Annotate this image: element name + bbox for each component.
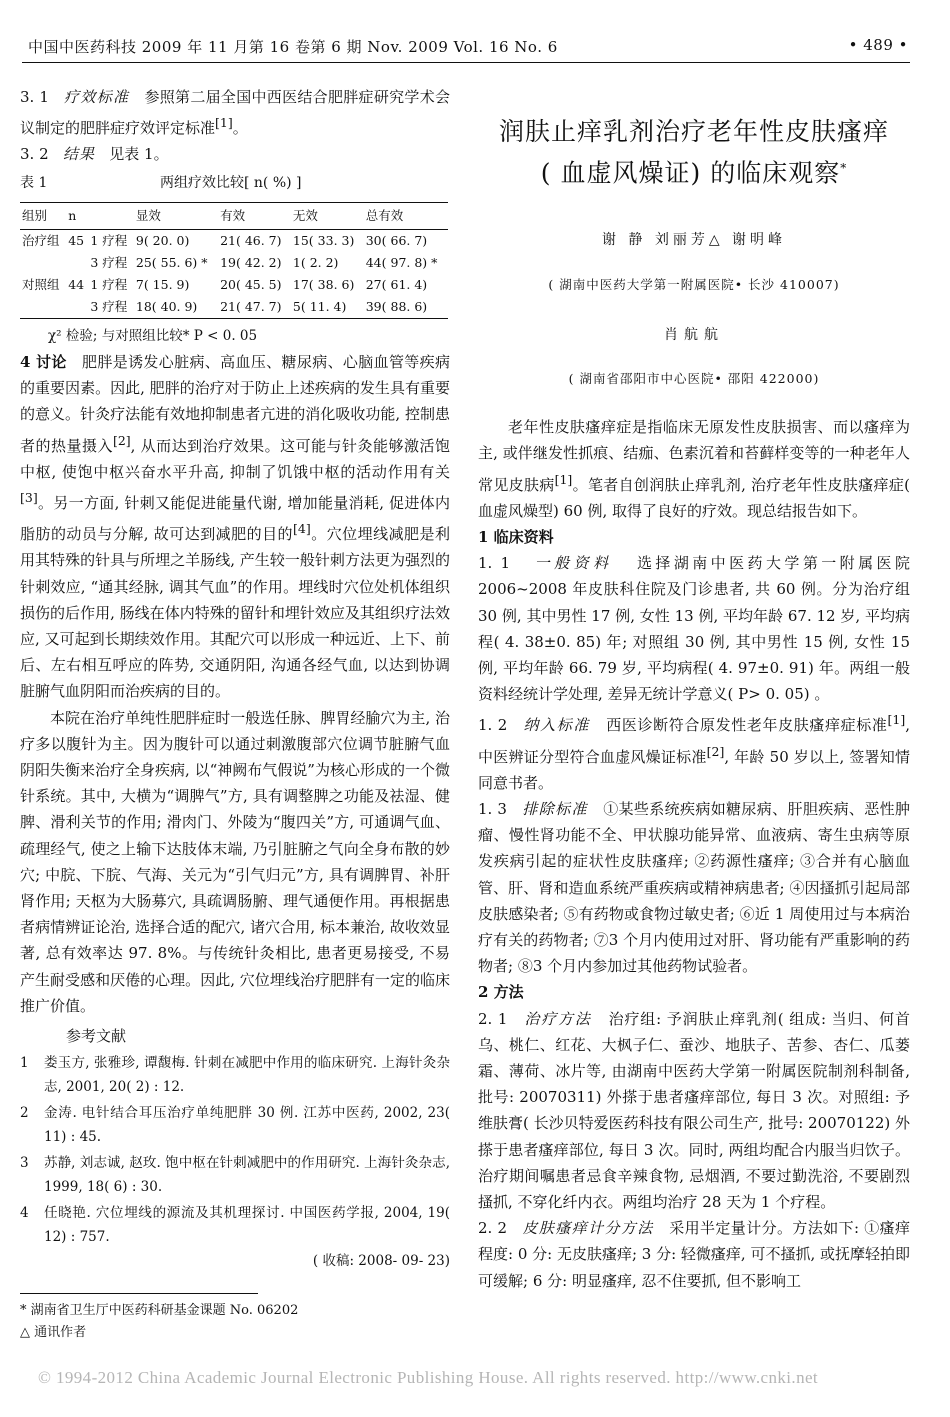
section-2-2: 2. 2 皮肤瘙痒计分方法 采用半定量计分。方法如下: ①瘙痒程度: 0 分: 无皮肤瘙痒; 3 分: 轻微瘙痒, 可不搔抓, 或抚摩轻拍即可缓解; 6 分: 明显瘙痒, 忍不住要抓, 但不影响工 [478,1219,910,1290]
received-date: ( 收稿: 2008- 09- 23) [312,1253,450,1270]
citation: [3] [20,490,38,506]
citation: [4] [293,521,311,537]
table-row: 治疗组 45 1 疗程 9( 20. 0) 21( 46. 7) 15( 33. 3) 30( 66. 7) [22,232,428,248]
section-2-2-heading: 皮肤瘙痒计分方法 [522,1219,654,1238]
table-header-cell: 总有效 [364,202,448,229]
table-row: 对照组 44 1 疗程 7( 15. 9) 20( 45. 5) 17( 38. 6) 27( 61. 4) [22,276,428,292]
author-2: 肖航航 [664,326,724,343]
table-label: 表 1 [20,174,48,191]
table-header-cell: 显效 [134,202,218,229]
section-3-1-heading: 疗效标准 [64,88,130,106]
citation: [2] [706,743,725,759]
section-1-1-heading: 一般资料 [534,554,613,573]
section-1-2-heading: 纳入标准 [523,716,590,735]
right-column [478,84,910,1294]
funding-footnote: * 湖南省卫生厅中医药科研基金课题 No. 06202 [20,1303,299,1319]
section-4-heading: 4 讨论 [20,353,67,372]
references-heading: 参考文献 [66,1027,127,1046]
footnote-rule [20,1293,258,1294]
table-header-cell: n [66,202,88,229]
table-header-cell: 有效 [218,202,291,229]
section-1-heading: 1 临床资料 [478,527,554,546]
section-2-1-heading: 治疗方法 [524,1009,592,1028]
discussion-paragraph-1: 4 讨论 肥胖是诱发心脏病、高血压、糖尿病、心脑血管等疾病的重要因素。因此, 肥胖的治疗对于防止上述疾病的发生具有重要的意义。针灸疗法能有效地抑制患者亢进的消化吸收功能, 控制患者的热量摄入[2], 从而达到治疗效果。这可能与针灸能够激活饱中枢, 使饱中枢兴奋水平升高, 抑制了饥饿中枢的活动作用有关[3]。另一方面, 针刺又能促进能量代谢, 增加能量消耗, 促进体内脂肪的动员与分解, 故可达到减肥的目的[4]。穴位埋线减肥是利用其特殊的针具与所埋之羊肠线, 产生较一般针刺方法更为强烈的针刺效应, “通其经脉, 调其气血”的作用。埋线时穴位处机体组织损伤的后作用, 肠线在体内特殊的留针和埋针效应及其组织疗法效应, 又可起到长期续效作用。其配穴可以形成一种远近、上下、前后、左右相互呼应的阵势, 交通阴阳, 沟通各经气血, 以达到协调脏腑气血阴阳而治疾病的目的。 [20,353,450,701]
article-title: 润肤止痒乳剂治疗老年性皮肤瘙痒 ( 血虚风燥证) 的临床观察* [498,117,889,188]
section-1-3-heading: 排除标准 [522,799,588,818]
table-header-cell [88,202,134,229]
table-caption [20,170,450,196]
table-header-cell: 无效 [291,202,364,229]
section-1-1: 1. 1 一般资料 选择湖南中医药大学第一附属医院 2006~2008 年皮肤科住院及门诊患者, 共 60 例。分为治疗组 30 例, 其中男性 17 例, 女性 13 例, 平均年龄 67. 12 岁, 平均病程( 4. 38±0. 85) 年; 对照组 30 例, 其中男性 15 例, 女性 15 例, 平均年龄 66. 79 岁, 平均病程( 4. 97±0. 91) 年。两组一般资料经统计学处理, 差异无统计学意义( P> 0. 05) 。 [478,554,910,704]
intro-paragraph: 老年性皮肤瘙痒症是指临床无原发性皮肤损害、而以瘙痒为主, 或伴继发性抓痕、结痂、色素沉着和苔藓样变等的一种老年人常见皮肤病[1]。笔者自创润肤止痒乳剂, 治疗老年性皮肤瘙痒症( 血虚风燥型) 60 例, 取得了良好的疗效。现总结报告如下。 [478,418,910,520]
section-1-2: 1. 2 纳入标准 西医诊断符合原发性老年皮肤瘙痒症标准[1], 中医辨证分型符合血虚风燥证标准[2], 年龄 50 岁以上, 签署知情同意书者。 [478,712,910,792]
citation: [1] [554,471,573,487]
journal-info: 中国中医药科技 2009 年 11 月第 16 卷第 6 期 Nov. 2009 Vol. 16 No. 6 [28,38,558,56]
left-column [20,84,450,1344]
reference-item: 4 任晓艳. 穴位埋线的源流及其机理探讨. 中国医药学报, 2004, 19( 12) : 757. ( 收稿: 2008- 09- 23) [20,1201,450,1273]
reference-item: 3 苏静, 刘志诚, 赵玫. 饱中枢在针刺减肥中的作用研究. 上海针灸杂志, 1999, 18( 6) : 30. [20,1155,450,1196]
section-3-1: 3. 1 疗效标准 参照第二届全国中西医结合肥胖症研究学术会议制定的肥胖症疗效评定标准[1]。 [20,88,450,138]
section-3-2-heading: 结果 [62,145,95,164]
running-header [28,36,908,57]
table-row: 3 疗程 18( 40. 9) 21( 47. 7) 5( 11. 4) 39( 88. 6) [20,296,448,319]
header-rule [22,62,910,63]
discussion-paragraph-2: 本院在治疗单纯性肥胖症时一般选任脉、脾胃经腧穴为主, 治疗多以腹针为主。因为腹针可以通过刺激腹部穴位调节脏腑气血阴阳失衡来治疗全身疾病, 以“神阙布气假说”为核心形成的一个微针系统。其中, 大横为“调脾气”方, 具有调整脾之功能及祛湿、健脾、滑利关节的作用; 滑肉门、外陵为“腹四关”方, 可通调气血、疏理经气, 使之上输下达肢体末端, 乃引脏腑之气向全身布散的妙穴; 中脘、下脘、气海、关元为“引气归元”方, 具有调脾胃、补肝肾作用; 天枢为大肠募穴, 具疏调肠腑、理气通便作用。再根据患者病情辨证论治, 选择合适的配穴, 诸穴合用, 标本兼治, 故收效显著, 总有效率达 97. 8%。与传统针灸相比, 患者更易接受, 不易产生耐受感和厌倦的心理。因此, 穴位埋线治疗肥胖有一定的临床推广价值。 [20,708,450,1015]
authors: 谢 静 刘丽芳△ 谢明峰 [601,232,787,249]
citation: [2] [112,432,131,448]
title-footnote-mark: * [840,161,848,175]
page-number: • 489 • [848,36,908,54]
citation: [1] [887,712,906,728]
section-3-2: 3. 2 结果 见表 1。 [20,145,169,164]
table-note: χ² 检验; 与对照组比较* P < 0. 05 [48,327,258,344]
table-title: 两组疗效比较[ n( %) ] [160,174,302,191]
table-header-row [20,202,448,229]
efficacy-table [20,202,448,319]
section-2-1: 2. 1 治疗方法 治疗组: 予润肤止痒乳剂( 组成: 当归、何首乌、桃仁、红花、大枫子仁、蚕沙、地肤子、苦参、杏仁、瓜蒌霜、薄荷、冰片等, 由湖南中医药大学第一附属医院制剂科制备, 批号: 20070311) 外搽于患者瘙痒部位, 每日 3 次。对照组: 予维肤膏( 长沙贝特爱医药科技有限公司生产, 批号: 20070122) 外搽于患者瘙痒部位, 每日 3 次。同时, 两组均配合内服当归饮子。治疗期间嘱患者忌食辛辣食物, 忌烟酒, 不要过勤洗浴, 不要剧烈搔抓, 不穿化纤内衣。两组均治疗 28 天为 1 个疗程。 [478,1009,911,1212]
reference-item: 2 金涛. 电针结合耳压治疗单纯肥胖 30 例. 江苏中医药, 2002, 23( 11) : 45. [20,1105,450,1146]
reference-item: 1 娄玉方, 张雅珍, 谭馥梅. 针刺在减肥中作用的临床研究. 上海针灸杂志, 2001, 20( 2) : 12. [20,1055,450,1096]
table-row: 3 疗程 25( 55. 6) * 19( 42. 2) 1( 2. 2) 44( 97. 8) * [90,254,438,270]
affiliation-2: ( 湖南省邵阳市中心医院• 邵阳 422000) [568,370,820,386]
citation: [1] [215,115,233,131]
corresponding-author-footnote: △ 通讯作者 [20,1325,87,1341]
affiliation-1: ( 湖南中医药大学第一附属医院• 长沙 410007) [548,276,840,292]
section-2-heading: 2 方法 [478,983,524,1002]
copyright-watermark: © 1994-2012 China Academic Journal Electronic Publishing House. All rights reserved. http://www.cnki.net [38,1368,819,1387]
section-1-3: 1. 3 排除标准 ①某些系统疾病如糖尿病、肝胆疾病、恶性肿瘤、慢性肾功能不全、甲状腺功能异常、血液病、寄生虫病等原发疾病引起的症状性皮肤瘙痒; ②药源性瘙痒; ③合并有心脑血管、肝、肾和造血系统严重疾病或精神病患者; ④因搔抓引起局部皮肤感染者; ⑤有药物或食物过敏史者; ⑥近 1 周使用过与本病治疗有关的药物者; ⑦3 个月内使用过对肝、肾功能有严重影响的药物者; ⑧3 个月内参加过其他药物试验者。 [478,799,910,976]
table-header-cell: 组别 [20,202,66,229]
